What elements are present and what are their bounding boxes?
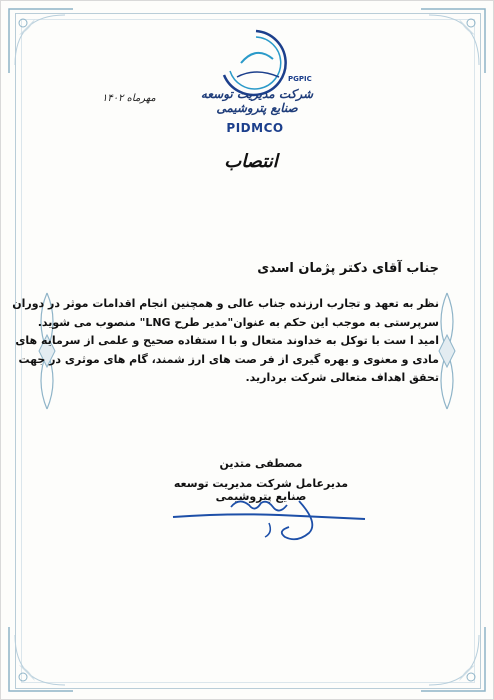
parent-company-abbr: PGPIC: [288, 75, 312, 83]
corner-ornament-bottom-right: [417, 623, 489, 695]
company-abbr: PIDMCO: [226, 121, 284, 135]
handwritten-signature: [169, 493, 369, 549]
body-line: سرپرستی به موجب این حکم به عنوان"مدیر طرح LNG" منصوب می شوید.: [37, 315, 439, 329]
corner-ornament-top-right: [417, 5, 489, 77]
corner-ornament-top-left: [5, 5, 77, 77]
body-line: مادی و معنوی و بهره گیری از فر صت های ارز شمند، گام های موثری در جهت: [18, 352, 439, 366]
signatory-position: مدیرعامل شرکت مدیریت توسعه صنایع پتروشیمی: [173, 477, 349, 503]
body-line: امید ا ست با توکل به خداوند متعال و با ا ستفاده صحیح و علمی از سرمایه های: [15, 334, 439, 347]
letter-title: انتصاب: [224, 151, 278, 172]
body-line: نظر به تعهد و تجارب ارزنده جناب عالی و همچنین انجام اقدامات موثر در دوران: [12, 297, 439, 310]
corner-ornament-bottom-left: [5, 623, 77, 695]
letter-date: مهرماه ۱۴۰۲: [102, 93, 156, 104]
addressee: جناب آقای دکتر پژمان اسدی: [257, 261, 439, 276]
signatory-name: مصطفی متدین: [219, 457, 303, 470]
letter-body: [12, 295, 439, 388]
body-line: تحقق اهداف متعالی شرکت بردارید.: [245, 371, 439, 384]
company-name-persian: شرکت مدیریت توسعه صنایع پتروشیمی: [200, 87, 314, 115]
